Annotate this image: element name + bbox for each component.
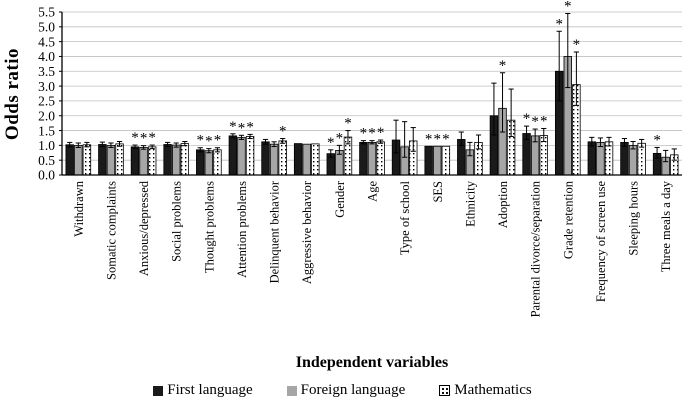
significance-asterisk: * [213, 132, 222, 149]
legend-swatch-black-icon [153, 386, 163, 396]
chart-legend [0, 382, 685, 399]
bar [172, 145, 180, 175]
x-axis-title: Independent variables [295, 354, 449, 371]
significance-asterisk: * [498, 57, 507, 74]
bar [99, 144, 107, 175]
bar [83, 145, 91, 175]
significance-asterisk: * [229, 118, 237, 135]
bar [164, 144, 172, 175]
bar [629, 145, 637, 175]
bar [279, 141, 287, 175]
category-label: Sleeping hours [626, 181, 641, 256]
category-label: Thought problems [202, 181, 217, 274]
bar-group [164, 142, 189, 175]
y-tick-label: 3.0 [38, 78, 55, 94]
y-tick-label: 2.0 [38, 108, 55, 124]
bar [588, 142, 596, 175]
significance-asterisk: * [278, 123, 287, 140]
bar-group [327, 116, 352, 175]
bar [312, 144, 320, 175]
category-label: Delinquent behavior [267, 181, 282, 284]
bar [262, 142, 270, 175]
bar [377, 142, 385, 175]
category-label: Ethnicity [463, 181, 478, 227]
legend-item-foreign-language [287, 382, 406, 399]
bar [66, 145, 74, 175]
category-label: Gender [332, 181, 347, 218]
bar-group [653, 132, 678, 175]
bar [303, 144, 311, 175]
significance-asterisk: * [148, 130, 156, 147]
significance-asterisk: * [237, 120, 246, 137]
category-label: Aggressive behavior [300, 181, 315, 285]
bar [638, 143, 646, 175]
bar-group [523, 111, 548, 175]
bar [75, 145, 83, 175]
bar-group [196, 133, 221, 175]
bar [597, 142, 605, 175]
category-label: Attention problems [234, 181, 249, 278]
bar-group [229, 119, 254, 175]
legend-item-first-language [153, 382, 252, 399]
significance-asterisk: * [196, 132, 204, 149]
significance-asterisk: * [531, 114, 539, 131]
bar [425, 146, 433, 175]
category-label: Somatic complaints [104, 181, 119, 280]
category-label: Frequency of screen use [593, 181, 608, 303]
category-label: Adoption [496, 181, 511, 229]
significance-asterisk: * [555, 16, 563, 33]
category-label: SES [430, 181, 445, 203]
bar-group [66, 142, 91, 175]
bar [433, 146, 441, 175]
significance-asterisk: * [522, 111, 531, 128]
significance-asterisk: * [359, 125, 368, 142]
bar-group [555, 0, 580, 175]
significance-asterisk: * [335, 130, 344, 147]
significance-asterisk: * [139, 130, 148, 147]
bar [116, 144, 124, 175]
bar-group [262, 124, 287, 175]
y-tick-label: 3.5 [38, 63, 55, 79]
bar-group [360, 125, 385, 175]
category-label: Type of school [398, 181, 413, 256]
significance-asterisk: * [344, 115, 352, 132]
bar [214, 150, 222, 175]
bar [442, 146, 450, 175]
significance-asterisk: * [246, 119, 254, 136]
y-tick-label: 4.5 [38, 34, 55, 50]
bar-group [621, 139, 646, 175]
category-label: Anxious/depressed [137, 181, 152, 277]
legend-label-first-language: First language [167, 382, 253, 398]
significance-asterisk: * [205, 133, 213, 150]
y-tick-label: 1.5 [38, 123, 55, 139]
legend-label-foreign-language: Foreign language [300, 382, 406, 398]
x-axis-category-labels [72, 180, 673, 317]
bar-group [392, 120, 417, 175]
bar [368, 142, 376, 175]
category-label: Withdrawn [71, 181, 86, 237]
bar [181, 144, 189, 175]
significance-asterisk: * [572, 37, 581, 54]
bar-groups [66, 0, 678, 175]
significance-asterisk: * [442, 131, 450, 148]
category-label: Social problems [169, 181, 184, 262]
bar [360, 142, 368, 175]
bar-group [99, 142, 124, 175]
category-label: Parental divorce/separation [528, 181, 543, 318]
y-axis-tick-labels [38, 5, 55, 183]
legend-item-mathematics [439, 382, 531, 399]
significance-asterisk: * [653, 132, 661, 149]
bar [205, 151, 213, 175]
significance-asterisk: * [540, 113, 548, 130]
bar [140, 147, 148, 175]
bar [605, 142, 613, 175]
bar [621, 142, 629, 175]
significance-asterisk: * [327, 134, 335, 151]
significance-asterisk: * [368, 125, 376, 142]
category-label: Age [365, 181, 380, 202]
bar [131, 147, 139, 175]
legend-swatch-dotted-icon [439, 385, 450, 396]
y-tick-label: 4.0 [38, 49, 55, 65]
significance-asterisk: * [131, 130, 139, 147]
bar [196, 150, 204, 175]
bar-group [490, 58, 515, 175]
legend-label-mathematics: Mathematics [454, 382, 532, 398]
bar [107, 145, 115, 175]
bar [294, 144, 302, 175]
y-tick-label: 0.0 [38, 167, 55, 183]
significance-asterisk: * [564, 0, 572, 15]
y-tick-label: 2.5 [38, 93, 55, 109]
significance-asterisk: * [376, 125, 385, 142]
bar-group [131, 130, 156, 175]
bar-group [457, 132, 482, 175]
bar [270, 144, 278, 175]
y-tick-label: 5.0 [38, 19, 55, 35]
bar-group [425, 131, 450, 175]
y-tick-label: 0.5 [38, 152, 55, 168]
bar [229, 136, 237, 175]
y-tick-label: 5.5 [38, 4, 55, 20]
bar [148, 147, 156, 175]
y-axis-title: Odds ratio [2, 47, 23, 141]
significance-asterisk: * [424, 131, 433, 148]
bar-group [588, 137, 613, 175]
significance-asterisk: * [433, 131, 442, 148]
legend-swatch-gray-icon [287, 386, 297, 396]
category-label: Three meals a day [659, 181, 674, 273]
bar [246, 136, 254, 175]
y-tick-label: 1.0 [38, 138, 55, 154]
category-label: Grade retention [561, 181, 576, 260]
bar-group [294, 144, 319, 175]
bar [238, 137, 246, 175]
